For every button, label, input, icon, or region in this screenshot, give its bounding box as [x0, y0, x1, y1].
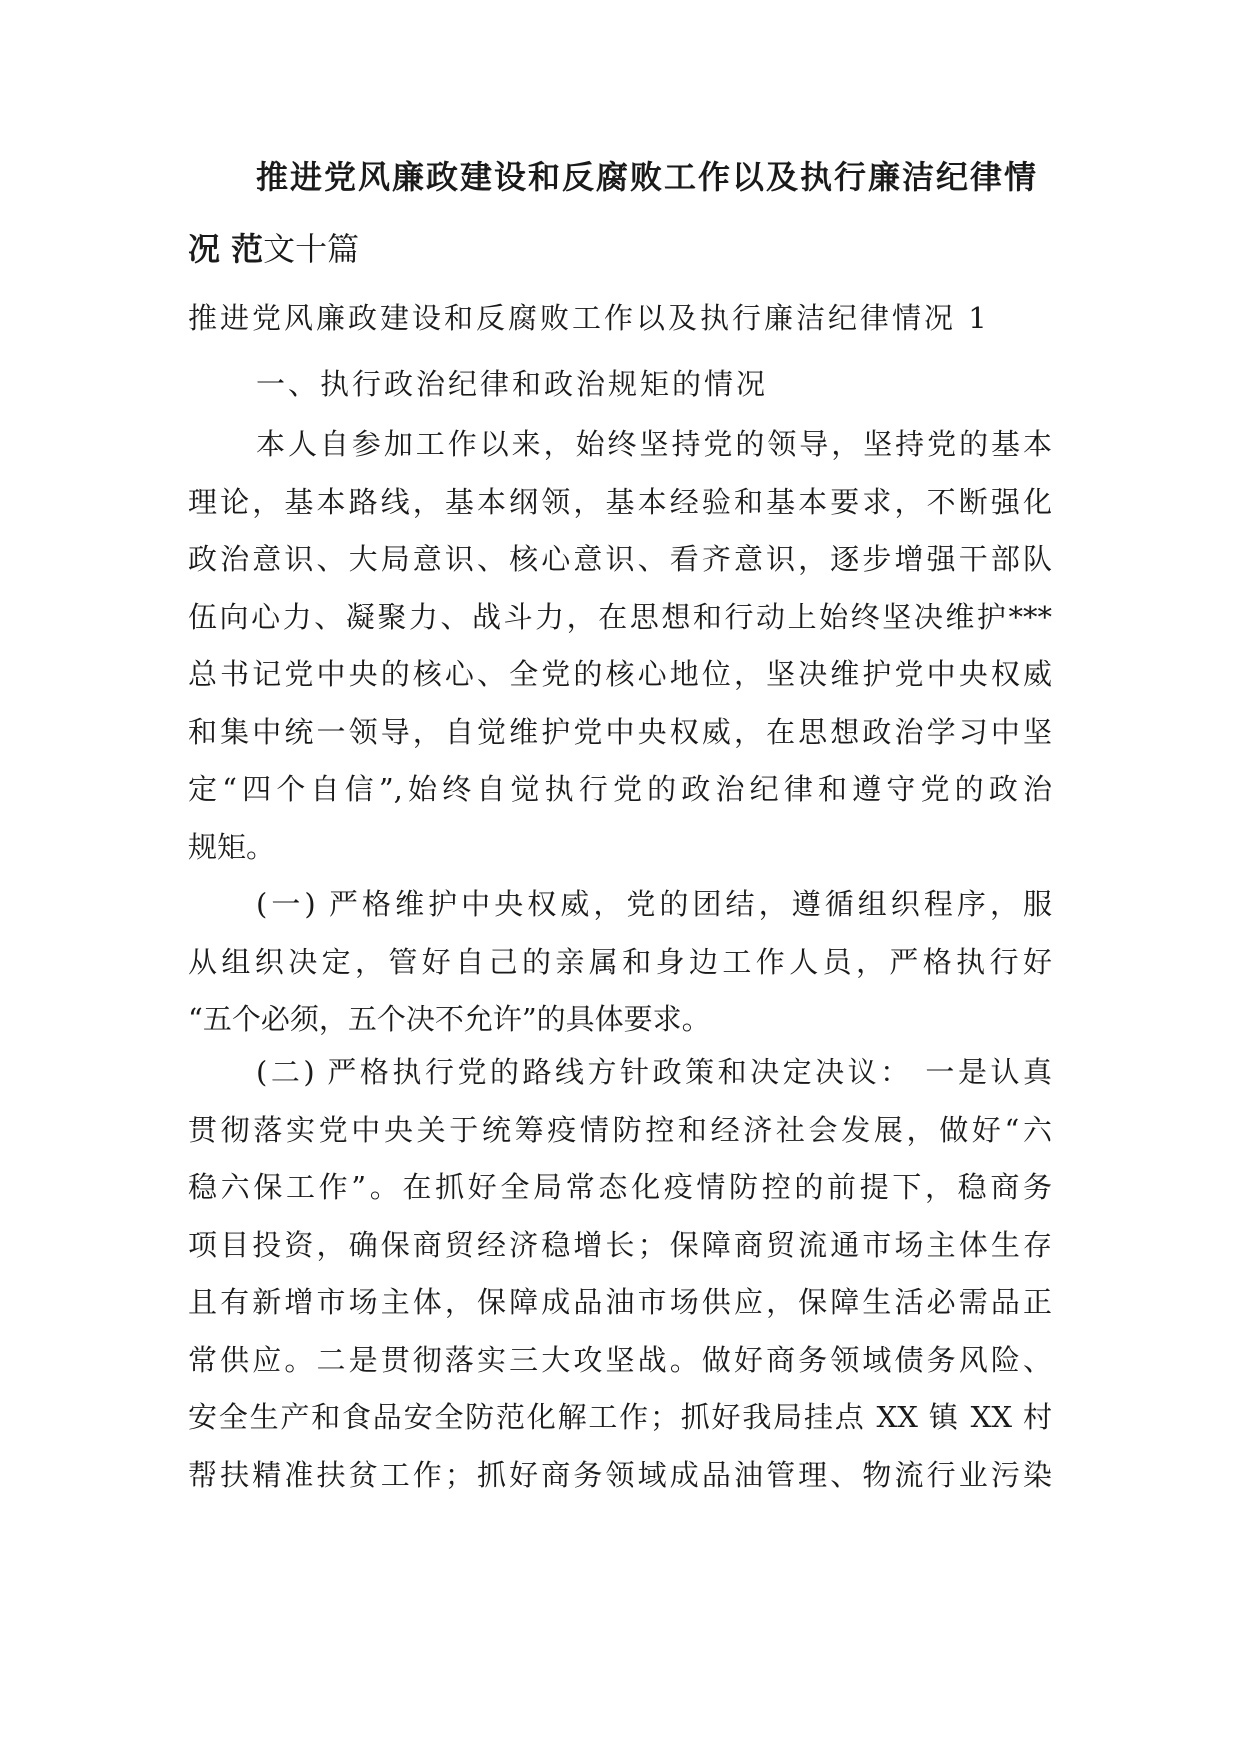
paragraph-line: (一) 严格维护中央权威，党的团结，遵循组织程序，服: [256, 887, 1052, 921]
paragraph-line: 规矩。: [188, 829, 276, 864]
paragraph-line: 理论，基本路线，基本纲领，基本经验和基本要求，不断强化: [188, 484, 1052, 519]
paragraph-line: 项目投资，确保商贸经济稳增长；保障商贸流通市场主体生存: [188, 1227, 1052, 1262]
document-title-line2-rest: 文十篇: [263, 230, 360, 268]
paragraph-line: 稳六保工作”。在抓好全局常态化疫情防控的前提下，稳商务: [188, 1170, 1052, 1204]
paragraph-line: 贯彻落实党中央关于统筹疫情防控和经济社会发展，做好“六: [188, 1112, 1052, 1147]
paragraph-line: (二) 严格执行党的路线方针政策和决定决议： 一是认真: [256, 1055, 1052, 1089]
document-title-line1: 推进党风廉政建设和反腐败工作以及执行廉洁纪律情: [256, 158, 1039, 196]
paragraph-line: 常供应。二是贯彻落实三大攻坚战。做好商务领域债务风险、: [188, 1342, 1052, 1377]
section-subtitle: 推进党风廉政建设和反腐败工作以及执行廉洁纪律情况 1: [188, 301, 990, 335]
paragraph-2: [188, 876, 1052, 1049]
section-heading: 一、执行政治纪律和政治规矩的情况: [256, 367, 769, 401]
paragraph-line: 本人自参加工作以来，始终坚持党的领导，坚持党的基本: [256, 427, 1052, 461]
paragraph-line: 帮扶精准扶贫工作；抓好商务领域成品油管理、物流行业污染: [188, 1457, 1052, 1492]
paragraph-line: 和集中统一领导，自觉维护党中央权威，在思想政治学习中坚: [188, 714, 1052, 749]
document-title-line2-bold: 况 范: [188, 230, 264, 268]
paragraph-line: 定“四个自信”,始终自觉执行党的政治纪律和遵守党的政治: [188, 772, 1052, 806]
paragraph-line: 从组织决定，管好自己的亲属和身边工作人员，严格执行好: [188, 944, 1052, 979]
paragraph-line: 政治意识、大局意识、核心意识、看齐意识，逐步增强干部队: [188, 542, 1052, 576]
paragraph-line: 安全生产和食品安全防范化解工作；抓好我局挂点 XX 镇 XX 村: [188, 1400, 1052, 1434]
paragraph-line: 总书记党中央的核心、全党的核心地位，坚决维护党中央权威: [188, 657, 1052, 691]
document-title-line2: [188, 224, 359, 270]
paragraph-3: [188, 1044, 1052, 1504]
paragraph-1: [188, 416, 1052, 876]
paragraph-line: 且有新增市场主体，保障成品油市场供应，保障生活必需品正: [188, 1285, 1052, 1319]
paragraph-line: 伍向心力、凝聚力、战斗力，在思想和行动上始终坚决维护***: [188, 599, 1052, 634]
paragraph-line: “五个必须，五个决不允许”的具体要求。: [188, 1002, 711, 1036]
